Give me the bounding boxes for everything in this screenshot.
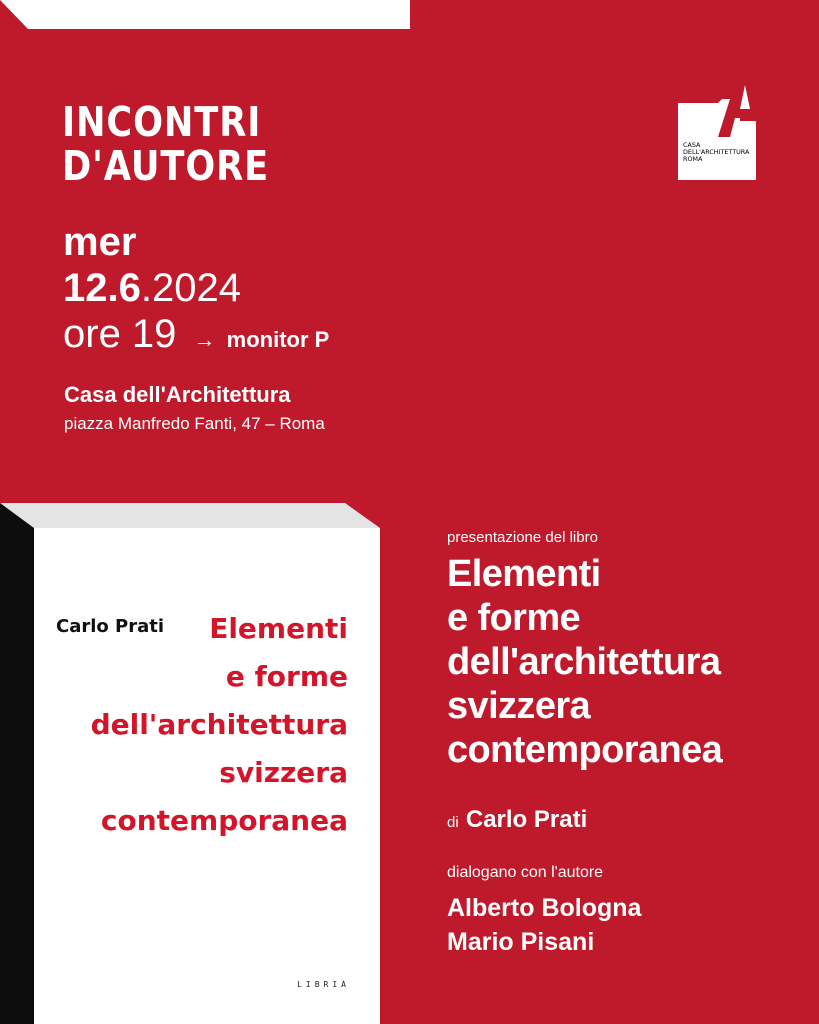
series-title [62, 100, 269, 188]
series-title-line: INCONTRI [62, 98, 262, 146]
dialog-label: dialogano con l'autore [447, 864, 604, 881]
event-date-day-month: 12.6 [63, 266, 141, 310]
event-time-text: ore 19 [63, 312, 177, 356]
event-address: piazza Manfredo Fanti, 47 – Roma [64, 414, 325, 433]
book-top-edge [0, 503, 380, 528]
event-weekday: mer [63, 220, 137, 264]
logo-text [683, 142, 749, 163]
logo-text-line: ROMA [683, 155, 703, 163]
book-cover-title-line: e forme [225, 660, 348, 693]
byline [447, 805, 587, 838]
book-cover-title-line: Elementi [209, 612, 348, 645]
logo-mark-icon [678, 83, 756, 180]
book-title-line: contemporanea [447, 729, 723, 771]
book-cover-author: Carlo Prati [56, 616, 165, 637]
logo-text-line: DELL'ARCHITETTURA [683, 148, 750, 156]
book-cover [34, 528, 380, 1024]
book-spine [0, 503, 34, 1024]
book-title [447, 552, 722, 772]
top-decoration [0, 0, 410, 29]
series-title-line: D'AUTORE [62, 142, 270, 190]
book-title-line: Elementi [447, 553, 601, 595]
event-date-year: .2024 [140, 266, 241, 310]
arrow-right-icon: → [193, 327, 216, 352]
book-title-line: e forme [447, 597, 581, 639]
book-cover-title-line: contemporanea [100, 804, 348, 837]
speaker-name: Mario Pisani [447, 928, 595, 956]
byline-prefix: di [447, 814, 459, 831]
book-cover-publisher: LIBRIA [297, 980, 350, 989]
book-cover-title-line: dell'architettura [90, 708, 348, 741]
book-cover-title [91, 605, 348, 845]
book-cover-title-line: svizzera [219, 756, 348, 789]
casa-architettura-logo [678, 83, 756, 180]
speaker-name: Alberto Bologna [447, 894, 642, 922]
event-room: monitor P [226, 327, 330, 352]
speakers [447, 891, 641, 959]
logo-text-line: CASA [683, 141, 701, 149]
event-venue: Casa dell'Architettura [64, 382, 291, 407]
byline-author: Carlo Prati [465, 806, 588, 833]
book-title-line: svizzera [447, 685, 591, 727]
event-date [63, 265, 241, 311]
presentation-kicker: presentazione del libro [447, 529, 598, 546]
book-title-line: dell'architettura [447, 641, 721, 683]
book-mockup [0, 503, 380, 1024]
event-time [63, 312, 329, 362]
